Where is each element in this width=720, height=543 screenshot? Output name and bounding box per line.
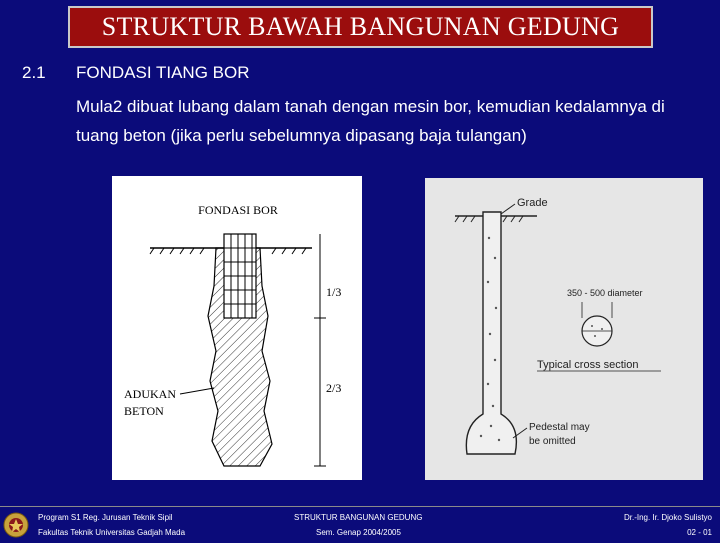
label-beton: BETON — [124, 404, 164, 418]
pile-section-drawing — [425, 178, 703, 480]
pile-section-figure — [425, 178, 703, 480]
label-pedestal-2: be omitted — [529, 436, 576, 447]
label-grade: Grade — [517, 197, 548, 209]
footer-author: Dr.-Ing. Ir. Djoko Sulistyo — [623, 513, 712, 522]
footer-page-number: 02 - 01 — [687, 528, 712, 537]
university-emblem-icon — [3, 512, 29, 538]
dim-two-third: 2/3 — [326, 381, 342, 395]
title-box — [68, 6, 653, 48]
bored-pile-drawing — [112, 176, 362, 480]
slide-title: STRUKTUR BAWAH BANGUNAN GEDUNG — [101, 12, 620, 41]
label-diameter: 350 - 500 diameter — [567, 288, 643, 298]
section-number: 2.1 — [22, 63, 46, 82]
footer-program: Program S1 Reg. Jurusan Teknik Sipil — [38, 513, 173, 522]
label-cross-section: Typical cross section — [537, 359, 639, 371]
section-heading: FONDASI TIANG BOR — [76, 63, 250, 82]
label-pedestal-1: Pedestal may — [529, 422, 590, 433]
section-body: Mula2 dibuat lubang dalam tanah dengan mesin bor, kemudian kedalamnya di tuang beton (jika perlu sebelumnya dipasang baja tulangan) — [76, 97, 665, 145]
bored-pile-figure — [112, 176, 362, 480]
footer-course: STRUKTUR BANGUNAN GEDUNG — [294, 513, 423, 522]
footer-divider — [0, 506, 720, 507]
footer-faculty: Fakultas Teknik Universitas Gadjah Mada — [38, 528, 186, 537]
footer-semester: Sem. Genap 2004/2005 — [316, 528, 401, 537]
label-adukan: ADUKAN — [124, 387, 176, 401]
figure-title: FONDASI BOR — [198, 203, 278, 217]
dim-one-third: 1/3 — [326, 285, 342, 299]
